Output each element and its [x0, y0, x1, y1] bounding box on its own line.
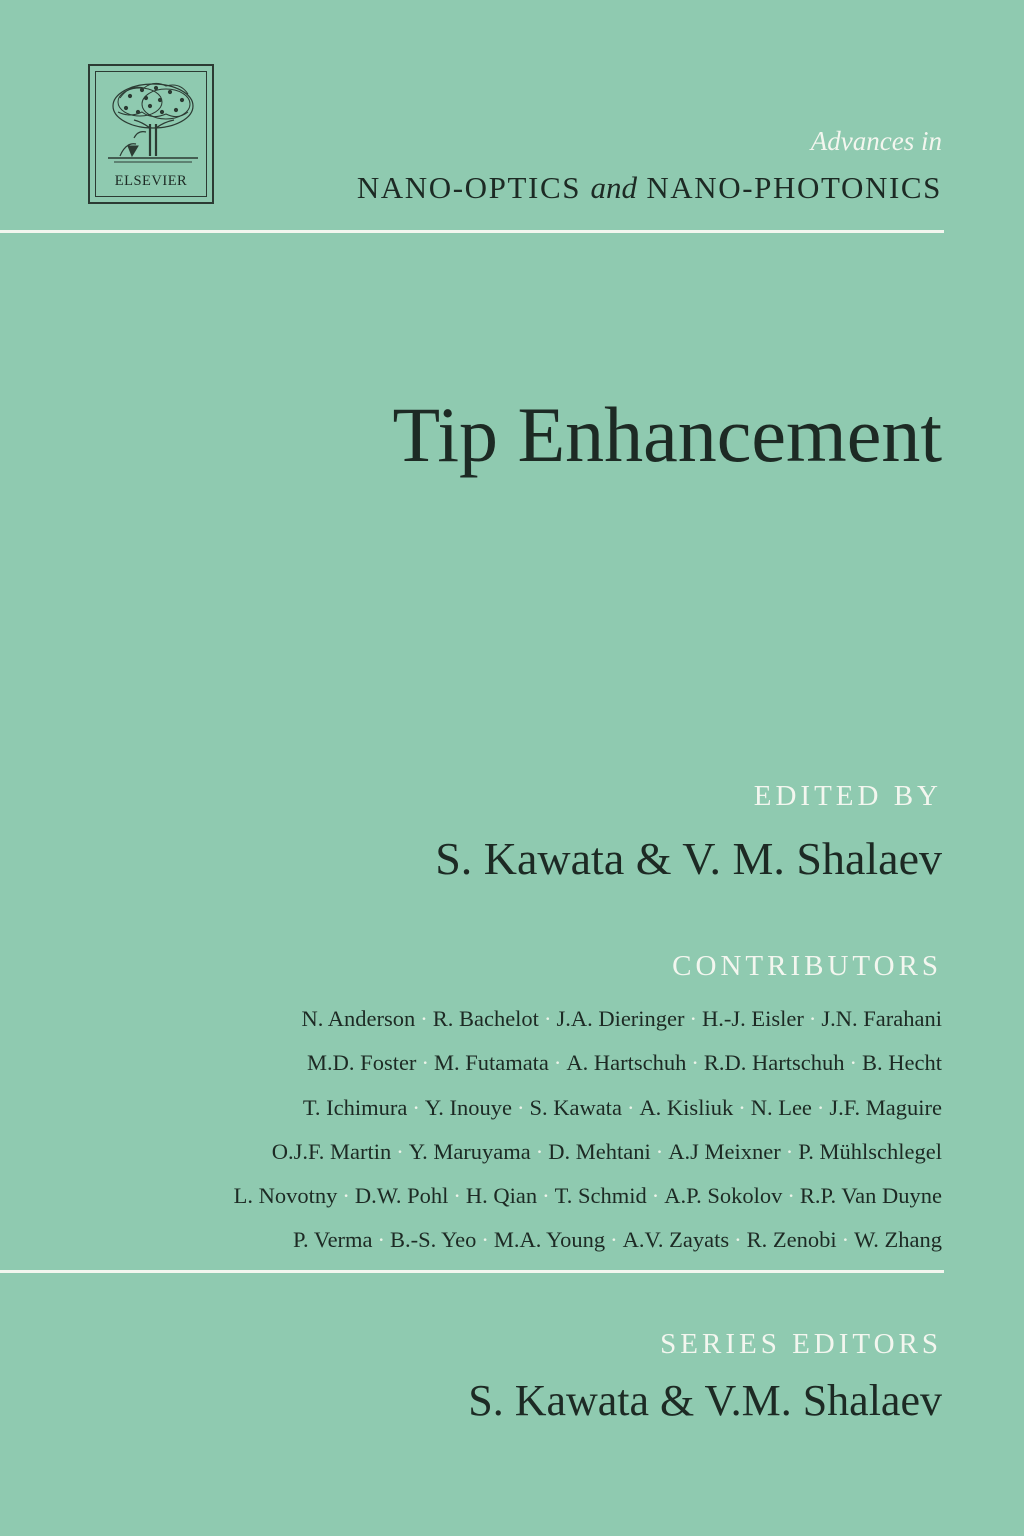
contributor-separator: · [421, 1050, 429, 1076]
contributor-line [82, 997, 942, 1041]
logo-frame [95, 71, 207, 197]
series-editor-names: S. Kawata & V.M. Shalaev [468, 1376, 942, 1425]
contributor-separator: · [412, 1094, 420, 1120]
series-title-part2: NANO-PHOTONICS [646, 170, 942, 205]
contributor-name: D. Mehtani [548, 1138, 651, 1164]
contributor-name: M.A. Young [493, 1227, 606, 1253]
contributor-separator: · [516, 1094, 525, 1120]
series-advances-label: Advances in [810, 126, 942, 156]
contributor-name: Y. Inouye [424, 1094, 512, 1120]
edited-by-label: EDITED BY [753, 780, 942, 812]
contributor-separator: · [689, 1006, 698, 1031]
divider-bottom [0, 1270, 944, 1273]
contributor-name: W. Zhang [854, 1227, 942, 1253]
contributors-label: CONTRIBUTORS [672, 950, 942, 982]
contributor-separator: · [377, 1227, 386, 1253]
contributor-name: A.P. Sokolov [664, 1183, 783, 1209]
contributor-separator: · [691, 1050, 699, 1076]
contributor-name: S. Kawata [529, 1094, 622, 1120]
contributor-separator: · [396, 1138, 404, 1164]
contributor-name: B. Hecht [862, 1050, 942, 1076]
contributor-name: H.-J. Eisler [702, 1006, 804, 1031]
contributor-name: L. Novotny [233, 1183, 338, 1209]
contributor-name: R. Zenobi [746, 1227, 837, 1253]
contributor-line [82, 1130, 942, 1174]
contributor-line [82, 1041, 942, 1085]
series-title-and: and [590, 170, 637, 205]
contributor-name: M.D. Foster [307, 1050, 417, 1076]
contributor-separator: · [841, 1227, 850, 1253]
contributor-separator: · [787, 1183, 795, 1209]
divider-top [0, 230, 944, 233]
contributor-line [82, 1086, 942, 1130]
contributor-name: H. Qian [465, 1183, 538, 1209]
contributor-name: P. Mühlschlegel [798, 1138, 942, 1164]
contributor-name: D.W. Pohl [354, 1183, 449, 1209]
contributor-name: O.J.F. Martin [271, 1138, 392, 1164]
contributor-separator: · [542, 1183, 550, 1209]
contributor-separator: · [738, 1094, 746, 1120]
contributor-name: N. Anderson [301, 1006, 416, 1031]
editor-names: S. Kawata & V. M. Shalaev [435, 833, 942, 884]
contributor-separator: · [808, 1006, 817, 1031]
contributors-list [82, 997, 942, 1263]
contributor-separator: · [655, 1138, 664, 1164]
logo-text: ELSEVIER [114, 173, 188, 189]
contributor-separator: · [849, 1050, 858, 1076]
contributor-name: A.V. Zayats [622, 1227, 730, 1253]
contributor-name: R.D. Hartschuh [703, 1050, 845, 1076]
contributor-line [82, 1218, 942, 1262]
series-title-part1: NANO-OPTICS [356, 170, 582, 205]
contributor-separator: · [651, 1183, 660, 1209]
contributor-separator: · [342, 1183, 350, 1209]
contributor-separator: · [785, 1138, 794, 1164]
contributor-separator: · [734, 1227, 742, 1253]
contributor-separator: · [543, 1006, 552, 1031]
contributor-name: J.N. Farahani [821, 1006, 942, 1031]
contributor-name: R.P. Van Duyne [799, 1183, 942, 1209]
contributor-separator: · [553, 1050, 562, 1076]
contributor-name: R. Bachelot [432, 1006, 539, 1031]
contributor-name: J.F. Maguire [829, 1094, 942, 1120]
series-title [357, 170, 942, 206]
series-editors-label: SERIES EDITORS [660, 1328, 942, 1360]
contributor-name: A. Hartschuh [566, 1050, 687, 1076]
contributor-line [82, 1174, 942, 1218]
book-title: Tip Enhancement [392, 391, 942, 478]
contributor-name: Y. Maruyama [408, 1138, 531, 1164]
contributor-name: N. Lee [750, 1094, 812, 1120]
contributor-name: J.A. Dieringer [556, 1006, 685, 1031]
contributor-name: A.J Meixner [668, 1138, 781, 1164]
contributor-separator: · [535, 1138, 544, 1164]
publisher-logo [88, 64, 214, 204]
contributor-separator: · [481, 1227, 489, 1253]
contributor-name: T. Ichimura [302, 1094, 408, 1120]
tree-icon [100, 76, 206, 170]
contributor-name: P. Verma [292, 1227, 373, 1253]
contributor-separator: · [420, 1006, 428, 1031]
contributor-separator: · [626, 1094, 635, 1120]
contributor-name: T. Schmid [554, 1183, 647, 1209]
contributor-separator: · [816, 1094, 825, 1120]
contributor-separator: · [610, 1227, 618, 1253]
contributor-name: A. Kisliuk [639, 1094, 734, 1120]
contributor-separator: · [453, 1183, 461, 1209]
contributor-name: M. Futamata [433, 1050, 549, 1076]
contributor-name: B.-S. Yeo [390, 1227, 477, 1253]
